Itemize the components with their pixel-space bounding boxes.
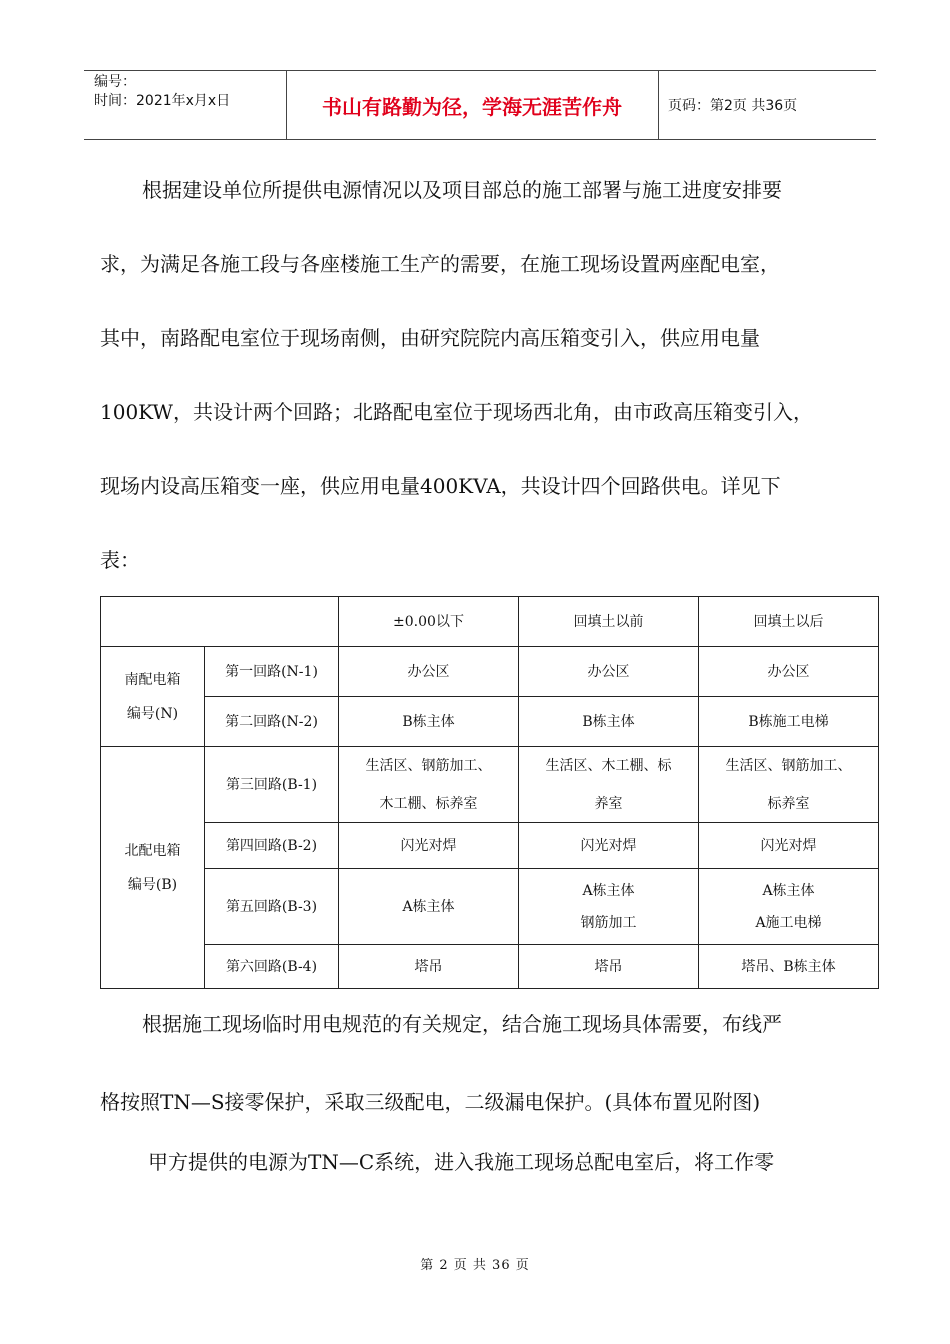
table-cell: A栋主体 xyxy=(339,869,519,945)
text-line: 根据建设单位所提供电源情况以及项目部总的施工部署与施工进度安排要 xyxy=(142,178,782,202)
cell-line: 养室 xyxy=(594,795,623,812)
text-line: 甲方提供的电源为TN—C系统，进入我施工现场总配电室后，将工作零 xyxy=(148,1150,775,1174)
table-row xyxy=(101,647,879,697)
header-meta xyxy=(94,73,284,111)
table-cell: 办公区 xyxy=(519,647,699,697)
cell-line: 木工棚、标养室 xyxy=(379,795,478,812)
circuit-cell: 第六回路(B-4) xyxy=(205,945,339,989)
text-line: 其中，南路配电室位于现场南侧，由研究院院内高压箱变引入，供应用电量 xyxy=(100,326,760,350)
table-cell: 办公区 xyxy=(339,647,519,697)
header-divider xyxy=(658,71,659,139)
text-line: 100KW，共设计两个回路；北路配电室位于现场西北角，由市政高压箱变引入， xyxy=(100,400,813,424)
circuit-cell: 第一回路(N-1) xyxy=(205,647,339,697)
south-box-group-cell xyxy=(101,647,205,747)
table-cell: B栋主体 xyxy=(519,697,699,747)
table-cell: 塔吊、B栋主体 xyxy=(699,945,879,989)
table-row xyxy=(101,869,879,945)
table-cell: B栋主体 xyxy=(339,697,519,747)
text-line: 求，为满足各施工段与各座楼施工生产的需要，在施工现场设置两座配电室， xyxy=(100,252,780,276)
cell-line: 钢筋加工 xyxy=(580,914,637,931)
page-footer: 第 2 页 共 36 页 xyxy=(420,1258,530,1273)
table-cell: 闪光对焊 xyxy=(339,823,519,869)
header-page-label: 页码：第2页 共36页 xyxy=(668,98,798,114)
cell-line: A施工电梯 xyxy=(755,914,822,931)
table-row xyxy=(101,697,879,747)
table-cell xyxy=(339,747,519,823)
group-label-line: 北配电箱 xyxy=(124,842,181,859)
cell-line: 生活区、钢筋加工、 xyxy=(365,757,492,774)
table-cell: 办公区 xyxy=(699,647,879,697)
text-line: 表： xyxy=(100,548,140,572)
table-corner-cell xyxy=(101,597,339,647)
table-row xyxy=(101,747,879,823)
group-label-line: 编号(N) xyxy=(126,705,179,722)
text-line: 现场内设高压箱变一座，供应用电量400KVA，共设计四个回路供电。详见下 xyxy=(100,474,781,498)
table-row xyxy=(101,823,879,869)
north-box-group-cell xyxy=(101,747,205,989)
body-paragraph-3 xyxy=(100,1152,880,1172)
table-cell xyxy=(699,747,879,823)
table-cell: 塔吊 xyxy=(519,945,699,989)
text-line: 格按照TN—S接零保护，采取三级配电，二级漏电保护。(具体布置见附图) xyxy=(100,1090,761,1114)
circuit-table xyxy=(100,596,879,989)
table-cell: 闪光对焊 xyxy=(699,823,879,869)
table-header-cell: 回填土以后 xyxy=(699,597,879,647)
circuit-cell: 第五回路(B-3) xyxy=(205,869,339,945)
table-cell: 闪光对焊 xyxy=(519,823,699,869)
table-cell xyxy=(519,747,699,823)
circuit-cell: 第二回路(N-2) xyxy=(205,697,339,747)
table-cell xyxy=(519,869,699,945)
cell-line: A栋主体 xyxy=(762,882,815,899)
circuit-cell: 第三回路(B-1) xyxy=(205,747,339,823)
header-motto: 书山有路勤为径，学海无涯苦作舟 xyxy=(322,94,622,119)
cell-line: 生活区、木工棚、标 xyxy=(545,757,672,774)
cell-line: 生活区、钢筋加工、 xyxy=(725,757,852,774)
table-header-row xyxy=(101,597,879,647)
document-time-label: 时间：2021年x月x日 xyxy=(94,93,231,109)
table-cell: 塔吊 xyxy=(339,945,519,989)
table-row xyxy=(101,945,879,989)
group-label-line: 南配电箱 xyxy=(124,671,181,688)
table-header-cell: ±0.00以下 xyxy=(339,597,519,647)
text-line: 根据施工现场临时用电规范的有关规定，结合施工现场具体需要，布线严 xyxy=(142,1012,782,1036)
cell-line: 标养室 xyxy=(767,795,810,812)
page-header xyxy=(84,70,876,140)
circuit-cell: 第四回路(B-2) xyxy=(205,823,339,869)
table-cell: B栋施工电梯 xyxy=(699,697,879,747)
group-label-line: 编号(B) xyxy=(127,876,178,893)
document-number-label: 编号： xyxy=(94,74,136,90)
body-paragraph-1 xyxy=(100,180,880,570)
cell-line: A栋主体 xyxy=(582,882,635,899)
table-header-cell: 回填土以前 xyxy=(519,597,699,647)
body-paragraph-2 xyxy=(100,1014,880,1112)
table-cell xyxy=(699,869,879,945)
